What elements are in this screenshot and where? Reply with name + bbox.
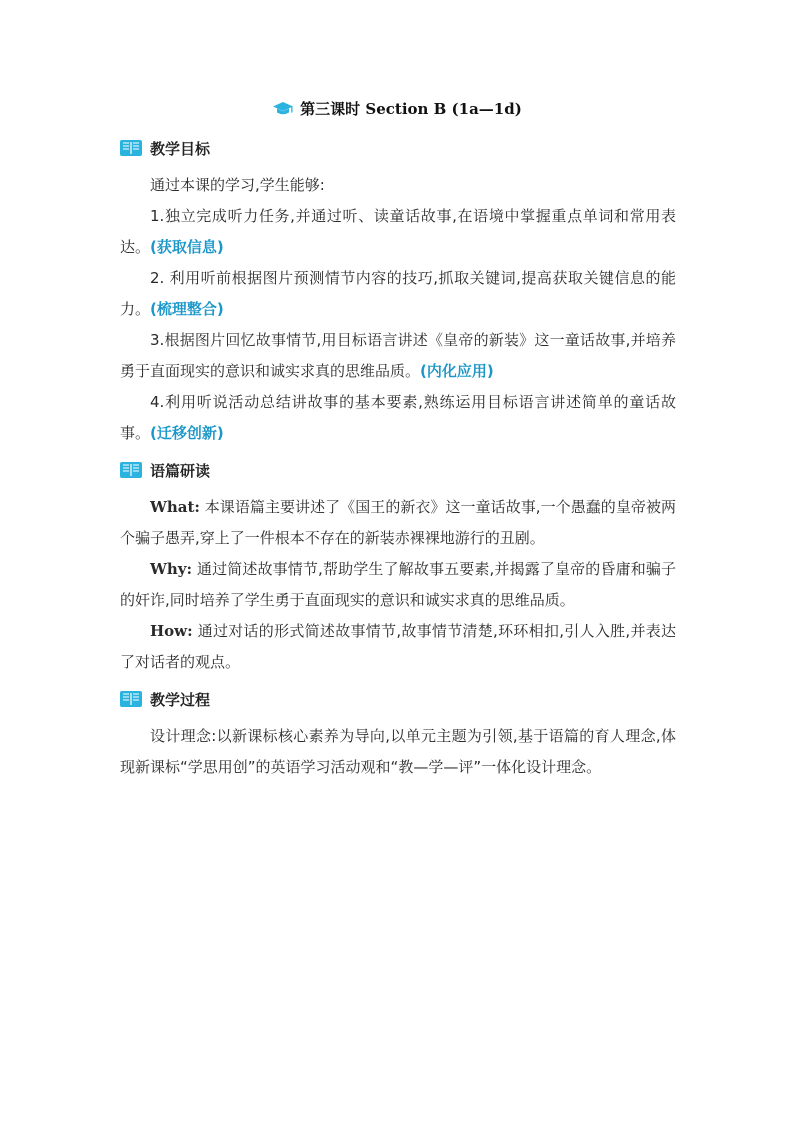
lesson-title-text: 第三课时 Section B (1a—1d) [300, 100, 522, 118]
objective-text: 1.独立完成听力任务,并通过听、读童话故事,在语境中掌握重点单词和常用表达。 [120, 207, 676, 256]
section-heading-label: 教学过程 [150, 690, 211, 709]
analysis-text: 通过对话的形式简述故事情节,故事情节清楚,环环相扣,引人入胜,并表达了对话者的观点。 [120, 622, 676, 671]
objective-item [120, 325, 676, 387]
objective-text: 2. 利用听前根据图片预测情节内容的技巧,抓取关键词,提高获取关键信息的能力。 [120, 269, 676, 318]
section-heading-text-analysis [120, 459, 210, 481]
objective-tag: (梳理整合) [150, 300, 224, 318]
analysis-text: 通过简述故事情节,帮助学生了解故事五要素,并揭露了皇帝的昏庸和骗子的奸诈,同时培养了学生勇于直面现实的意识和诚实求真的思维品质。 [120, 560, 676, 609]
analysis-lead: Why: [150, 560, 193, 578]
objective-item [120, 263, 676, 325]
objective-text: 3.根据图片回忆故事情节,用目标语言讲述《皇帝的新装》这一童话故事,并培养勇于直面现实的意识和诚实求真的思维品质。 [120, 331, 676, 380]
objectives-intro: 通过本课的学习,学生能够: [150, 176, 325, 194]
analysis-item-what [120, 492, 676, 554]
analysis-lead: What: [150, 498, 200, 516]
lesson-title [0, 98, 794, 121]
objective-tag: (内化应用) [420, 362, 494, 380]
book-icon [120, 690, 142, 708]
design-concept: 设计理念:以新课标核心素养为导向,以单元主题为引领,基于语篇的育人理念,体现新课标“学思用创”的英语学习活动观和“教—学—评”一体化设计理念。 [120, 727, 676, 776]
analysis-lead: How: [150, 622, 193, 640]
book-icon [120, 461, 142, 479]
objective-tag: (迁移创新) [150, 424, 224, 442]
analysis-item-why [120, 554, 676, 616]
analysis-text: 本课语篇主要讲述了《国王的新衣》这一童话故事,一个愚蠢的皇帝被两个骗子愚弄,穿上了一件根本不存在的新装赤裸裸地游行的丑剧。 [120, 498, 676, 547]
objective-text: 4.利用听说活动总结讲故事的基本要素,熟练运用目标语言讲述简单的童话故事。 [120, 393, 676, 442]
book-icon [120, 139, 142, 157]
section-heading-process [120, 688, 210, 710]
objective-item [120, 387, 676, 449]
objective-item [120, 201, 676, 263]
graduation-cap-icon [272, 101, 294, 121]
objective-tag: (获取信息) [150, 238, 224, 256]
section-heading-objectives [120, 137, 210, 159]
section-heading-label: 语篇研读 [150, 461, 211, 480]
section-heading-label: 教学目标 [150, 139, 211, 158]
analysis-item-how [120, 616, 676, 678]
